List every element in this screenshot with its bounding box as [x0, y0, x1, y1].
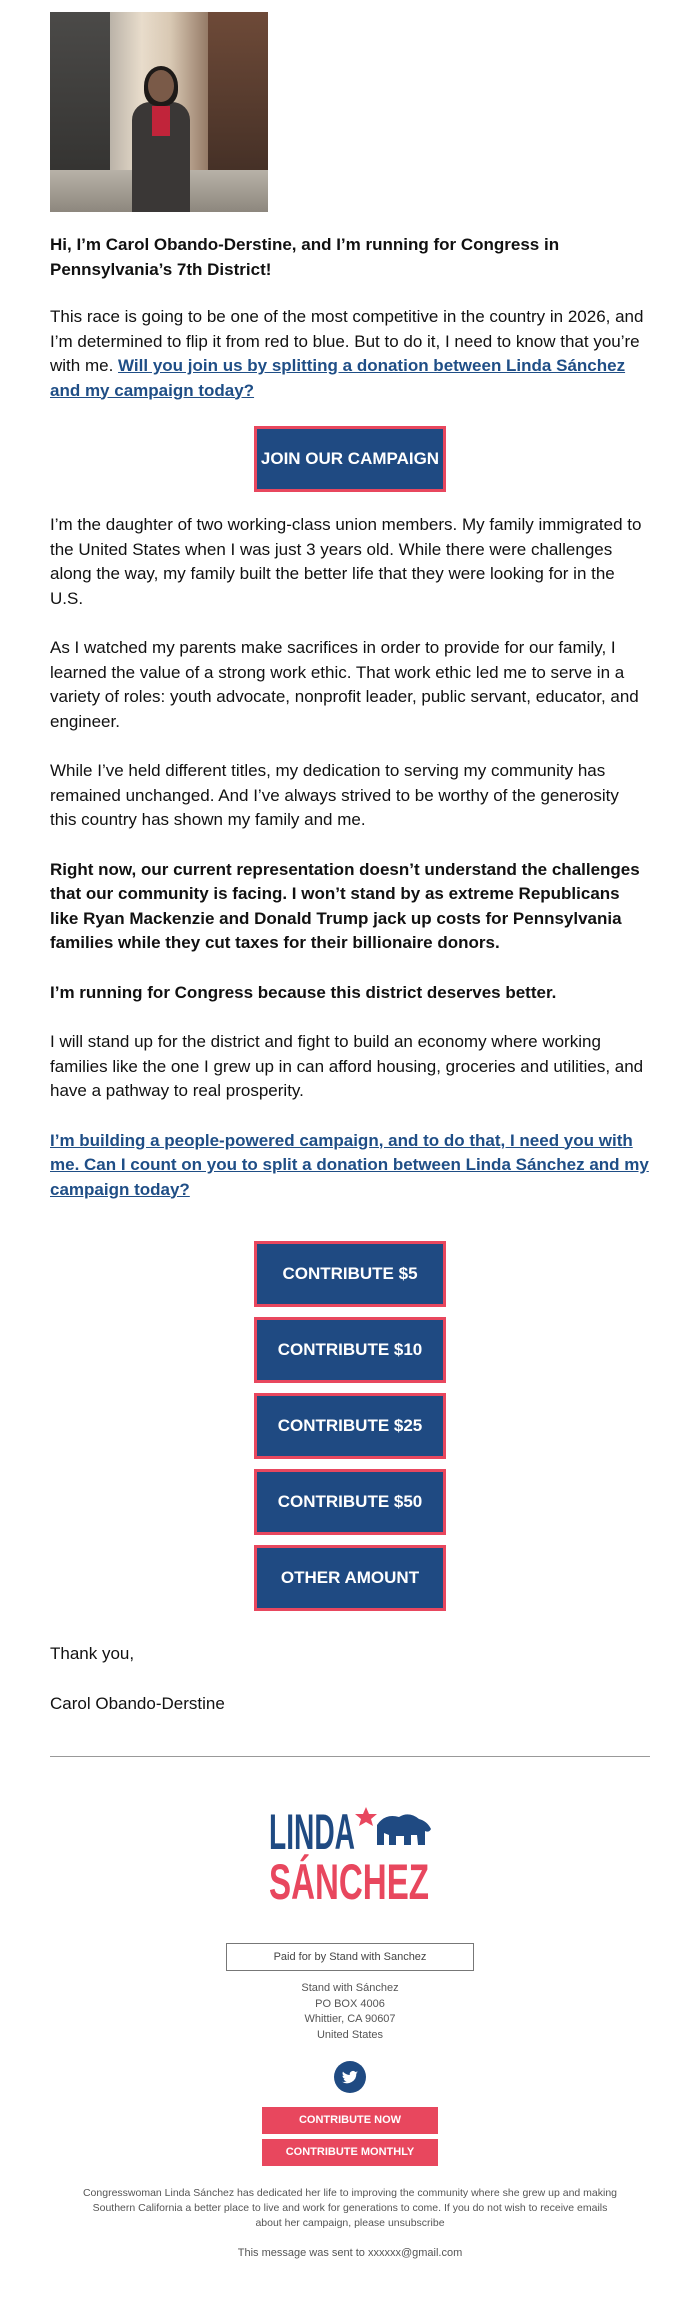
people-powered-link[interactable]: I’m building a people-powered campaign, and to do that, I need you with me. Can I count on you to split a donation between Linda Sánchez and my campaign today?	[50, 1130, 649, 1199]
mailing-address	[50, 1981, 650, 2043]
paragraph-work-ethic: As I watched my parents make sacrifices in order to provide for our family, I learned the value of a strong work ethic. That work ethic led me to serve in a variety of roles: youth advocate, nonprofit leader, public servant, educator, and engineer.	[50, 638, 639, 731]
intro-paragraph	[50, 305, 650, 403]
bear-icon	[377, 1814, 431, 1845]
paragraph-economy: I will stand up for the district and fight to build an economy where working families like the one I grew up in can afford housing, groceries and utilities, and have a pathway to real prosperity.	[50, 1032, 644, 1100]
paragraph-running: I’m running for Congress because this district deserves better.	[50, 982, 557, 1002]
contribute-monthly-button[interactable]: CONTRIBUTE MONTHLY	[262, 2139, 438, 2166]
other-amount-button[interactable]: OTHER AMOUNT	[254, 1545, 446, 1611]
closing-ask-paragraph	[50, 1129, 650, 1203]
headline: Hi, I’m Carol Obando-Derstine, and I’m running for Congress in Pennsylvania’s 7th District!	[50, 235, 560, 279]
star-icon	[355, 1807, 377, 1826]
contribute-button-group	[50, 1241, 650, 1611]
paragraph-representation: Right now, our current representation doesn’t understand the challenges that our community is facing. I won’t stand by as extreme Republicans like Ryan Mackenzie and Donald Trump jack up costs for Pennsylvania families while they cut taxes for their billionaire donors.	[50, 859, 640, 952]
contribute-10-button[interactable]: CONTRIBUTE $10	[254, 1317, 446, 1383]
paragraph-dedication: While I’ve held different titles, my dedication to serving my community has remained unchanged. And I’ve always strived to be worthy of the generosity this country has shown my family and me.	[50, 761, 619, 829]
signoff-thanks: Thank you,	[50, 1644, 135, 1663]
logo-line2: SÁNCHEZ	[269, 1854, 429, 1910]
join-campaign-button[interactable]: JOIN OUR CAMPAIGN	[254, 426, 446, 492]
address-line: Stand with Sánchez	[301, 1982, 399, 1994]
sent-to-notice: This message was sent to xxxxxx@gmail.com	[237, 2247, 463, 2259]
signoff-name: Carol Obando-Derstine	[50, 1693, 225, 1713]
footer-disclaimer: Congresswoman Linda Sánchez has dedicated her life to improving the community where she grew up and making Southern California a better place to live and work for generations to come. If you do not wish to receive emails about her campaign, please unsubscribe	[82, 2187, 618, 2229]
logo-line1: LINDA	[269, 1804, 355, 1860]
paid-for-box: Paid for by Stand with Sanchez	[226, 1943, 474, 1971]
candidate-portrait	[132, 70, 190, 212]
linda-sanchez-logo	[50, 1803, 650, 1908]
address-line: Whittier, CA 90607	[304, 2013, 396, 2025]
paragraph-family: I’m the daughter of two working-class union members. My family immigrated to the United States when I was just 3 years old. While there were challenges along the way, my family built the better life that they were looking for in the U.S.	[50, 515, 642, 608]
divider	[50, 1756, 650, 1757]
twitter-icon[interactable]	[334, 2061, 366, 2093]
contribute-50-button[interactable]: CONTRIBUTE $50	[254, 1469, 446, 1535]
contribute-25-button[interactable]: CONTRIBUTE $25	[254, 1393, 446, 1459]
contribute-now-button[interactable]: CONTRIBUTE NOW	[262, 2107, 438, 2134]
address-line: United States	[316, 2028, 384, 2041]
email-body	[50, 12, 650, 2259]
intro-text: This race is going to be one of the most competitive in the country in 2026, and I’m determined to flip it from red to blue. But to do it, I need to know that you’re with me.	[50, 307, 644, 375]
hero-photo	[50, 12, 268, 212]
contribute-5-button[interactable]: CONTRIBUTE $5	[254, 1241, 446, 1307]
logo-graphic	[265, 1803, 435, 1910]
split-donation-link[interactable]: Will you join us by splitting a donation between Linda Sánchez and my campaign today?	[50, 356, 626, 400]
address-line: PO BOX 4006	[315, 1997, 385, 2010]
